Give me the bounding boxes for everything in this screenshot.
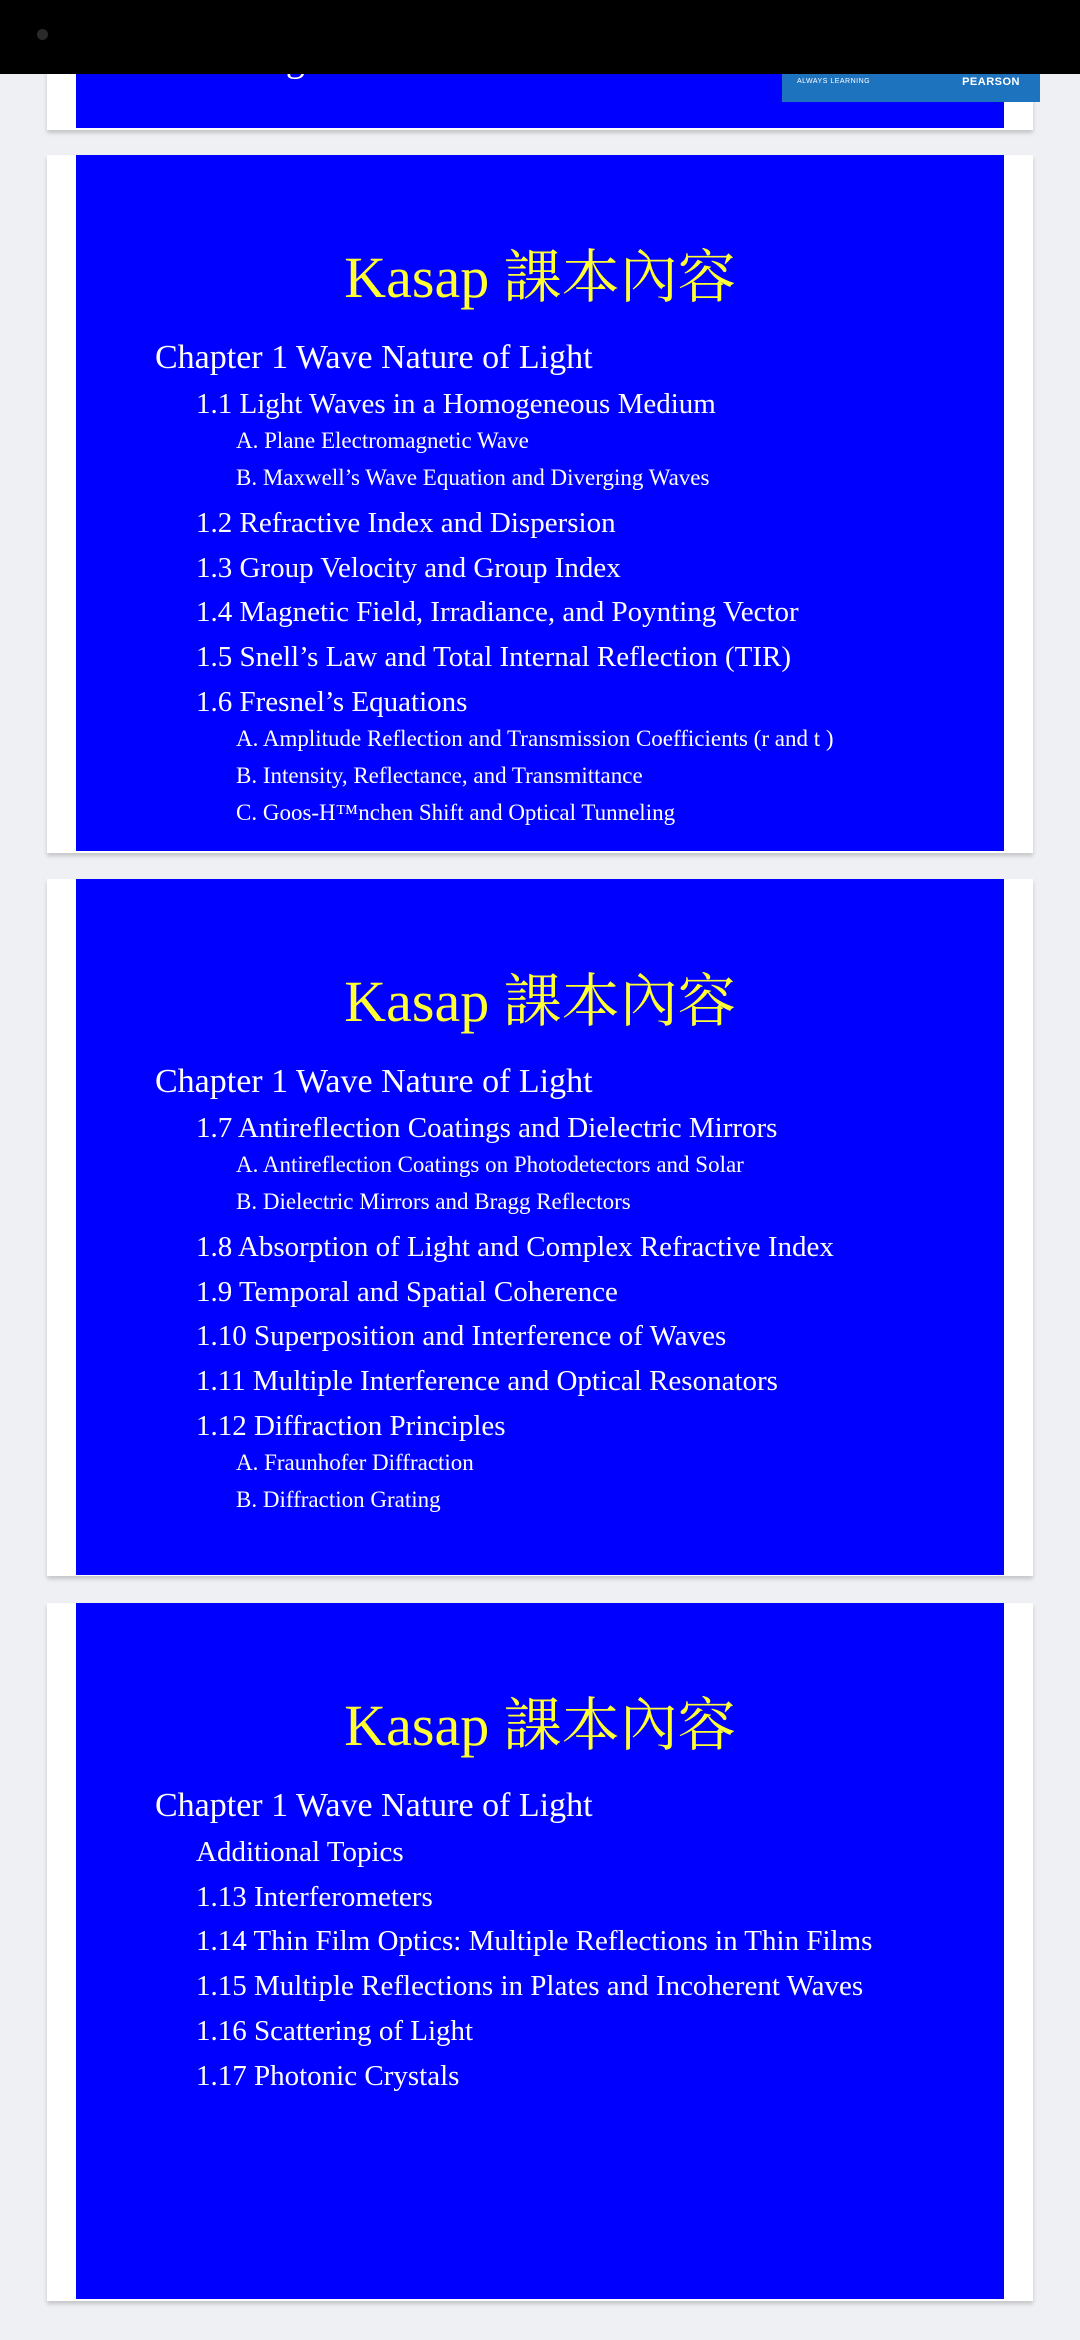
page-1[interactable]	[47, 155, 1033, 853]
outline-section: Additional Topics	[196, 1836, 404, 1868]
chapter-heading: Chapter 1 Wave Nature of Light	[155, 1063, 593, 1100]
outline-section: 1.16 Scattering of Light	[196, 2014, 474, 2047]
outline-subsection: A. Fraunhofer Diffraction	[236, 1449, 474, 1475]
outline-subsection: B. Maxwell’s Wave Equation and Diverging Waves	[236, 465, 710, 490]
outline-section: 1.10 Superposition and Interference of Waves	[196, 1320, 727, 1353]
outline-section: 1.1 Light Waves in a Homogeneous Medium	[196, 388, 716, 420]
outline-section: 1.12 Diffraction Principles	[196, 1409, 506, 1442]
outline-subsection: A. Amplitude Reflection and Transmission Coefficients (r and t )	[236, 725, 834, 751]
outline-section: 1.17 Photonic Crystals	[196, 2059, 460, 2092]
outline-section: 1.7 Antireflection Coatings and Dielectric Mirrors	[196, 1112, 778, 1144]
outline-subsection: A. Plane Electromagnetic Wave	[236, 428, 529, 453]
outline-subsection: C. Goos-H™nchen Shift and Optical Tunneling	[236, 799, 676, 825]
slide-title: Kasap 課本內容	[344, 969, 736, 1034]
slide-1	[76, 155, 1004, 851]
page-2[interactable]	[47, 879, 1033, 1576]
publisher-logo: PEARSON	[962, 76, 1020, 88]
outline-subsection: B. Intensity, Reflectance, and Transmittance	[236, 762, 643, 788]
outline-section: 1.2 Refractive Index and Dispersion	[196, 507, 616, 539]
outline-section: 1.6 Fresnel’s Equations	[196, 685, 468, 718]
outline-section: 1.3 Group Velocity and Group Index	[196, 551, 621, 584]
slide-title: Kasap 課本內容	[344, 1693, 736, 1758]
status-bar	[0, 0, 1080, 74]
outline-section: 1.13 Interferometers	[196, 1880, 433, 1913]
outline-section: 1.11 Multiple Interference and Optical Resonators	[196, 1365, 778, 1398]
outline-subsection: B. Diffraction Grating	[236, 1486, 441, 1512]
outline-section: 1.4 Magnetic Field, Irradiance, and Poynting Vector	[196, 596, 799, 629]
outline-subsection: A. Antireflection Coatings on Photodetectors and Solar	[236, 1152, 744, 1177]
page-3[interactable]	[47, 1603, 1033, 2301]
outline-section: 1.5 Snell’s Law and Total Internal Reflection (TIR)	[196, 641, 791, 674]
outline-subsection: B. Dielectric Mirrors and Bragg Reflectors	[236, 1189, 631, 1214]
slide-title: Kasap 課本內容	[344, 245, 736, 310]
chapter-heading: Chapter 1 Wave Nature of Light	[155, 339, 593, 376]
slide-2	[76, 879, 1004, 1575]
slide-3	[76, 1603, 1004, 2299]
outline-section: 1.9 Temporal and Spatial Coherence	[196, 1275, 618, 1308]
publisher-tagline: ALWAYS LEARNING	[797, 78, 871, 85]
outline-section: 1.15 Multiple Reflections in Plates and Incoherent Waves	[196, 1970, 864, 2003]
camera-cutout	[37, 29, 48, 40]
outline-section: 1.8 Absorption of Light and Complex Refractive Index	[196, 1231, 834, 1263]
chapter-heading: Chapter 1 Wave Nature of Light	[155, 1787, 593, 1824]
outline-section: 1.14 Thin Film Optics: Multiple Reflections in Thin Films	[196, 1925, 873, 1958]
